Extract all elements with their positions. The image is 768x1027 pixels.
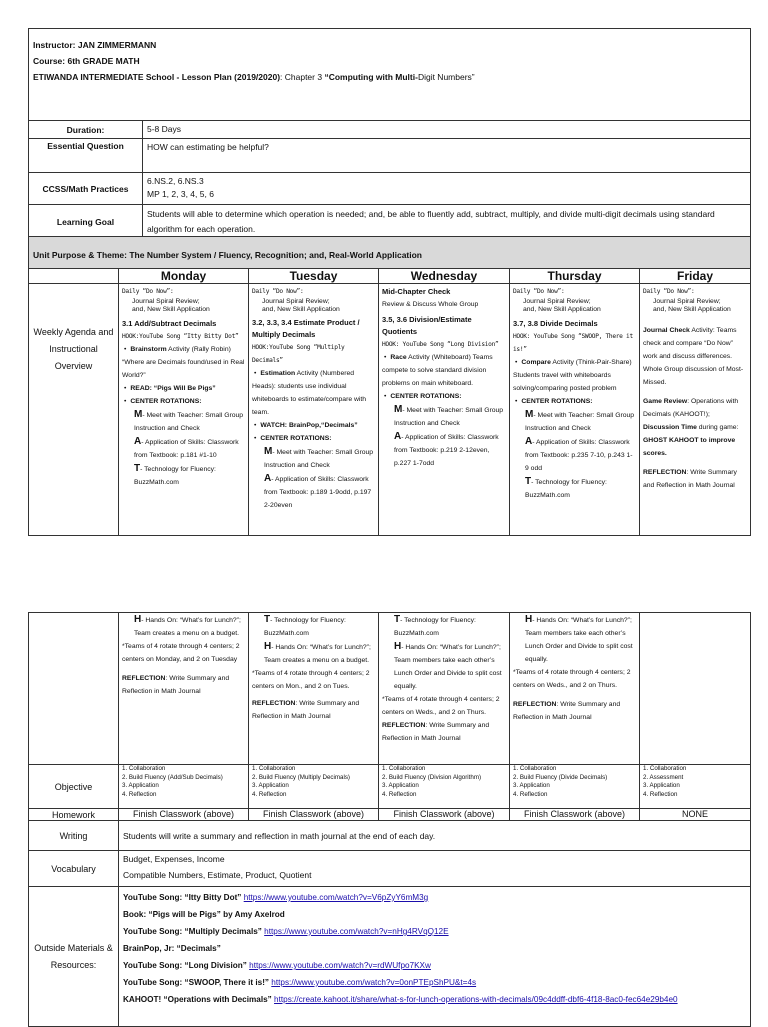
homework-label: Homework [29, 809, 119, 821]
ccss-standards: 6.NS.2, 6.NS.3 [147, 176, 204, 186]
journal-check: Journal Check [643, 327, 690, 334]
objective-item: 1. Collaboration [382, 765, 426, 772]
thursday-activity-name: Compare [521, 359, 551, 366]
m-letter: M [264, 446, 273, 457]
objective-item: 2. Build Fluency (Add/Sub Decimals) [122, 773, 223, 781]
new-skill: and, New Skill Application [523, 306, 601, 313]
game-review: Game Review [643, 398, 688, 405]
thursday-activity: Activity (Think-Pair-Share) Students travel with whiteboards solving/comparing posted problem [513, 359, 632, 392]
h-letter: H [264, 641, 272, 652]
objective-label: Objective [29, 765, 119, 809]
objective-item: 2. Build Fluency (Divide Decimals) [513, 773, 608, 781]
chapter-title: “Computing with Multi- [324, 72, 418, 82]
objective-wednesday [379, 765, 510, 809]
resources-list [119, 887, 751, 1027]
resource-title: YouTube Song: “Long Division” [123, 961, 247, 970]
thursday-reflection-label: REFLECTION [513, 701, 557, 708]
mid-chapter-check: Mid-Chapter Check [382, 287, 451, 296]
m-letter: M [134, 409, 143, 420]
thursday-t-center: - Technology for Fluency: BuzzMath.com [525, 479, 607, 499]
objective-item: 2. Assessment [643, 773, 684, 781]
friday-reflection-label: REFLECTION [643, 469, 687, 476]
header-table [28, 28, 751, 240]
day-friday: Friday [640, 269, 751, 284]
tuesday-t-center: - Technology for Fluency: BuzzMath.com [264, 617, 346, 637]
monday-hook: HOOK:YouTube Song “Itty Bitty Dot” [122, 333, 239, 340]
math-practices: MP 1, 2, 3, 4, 5, 6 [147, 189, 214, 199]
objective-item: 1. Collaboration [643, 765, 687, 772]
wednesday-a-center: - Application of Skills: Classwork from Textbook: [394, 434, 499, 454]
thursday-plan [510, 284, 640, 536]
friday-plan [640, 284, 751, 536]
spiral-review: Journal Spiral Review; [523, 298, 591, 305]
monday-a-center: - Application of Skills: Classwork from Textbook: [134, 439, 239, 459]
resource-title: BrainPop, Jr: “Decimals” [123, 944, 221, 953]
h-letter: H [134, 614, 142, 625]
course-info [29, 29, 751, 121]
homework-friday: NONE [640, 809, 751, 821]
writing-value: Students will write a summary and reflection in math journal at the end of each day. [119, 821, 751, 851]
ghost-kahoot: GHOST KAHOOT to improve scores. [643, 437, 736, 457]
resource-item [123, 940, 746, 957]
vocabulary-label: Vocabulary [29, 851, 119, 887]
resource-link[interactable]: https://www.youtube.com/watch?v=rdWUfpo7KXw [249, 961, 431, 970]
wednesday-rotation-note: *Teams of 4 rotate through 4 centers; 2 centers on Weds., and 2 on Thurs. [382, 696, 500, 716]
week-table [28, 236, 751, 536]
wednesday-activity: Activity (Whiteboard) Teams compete to solve standard division problems on main whiteboard. [382, 354, 493, 387]
course-label: Course: [33, 56, 66, 66]
wednesday-m-center: - Meet with Teacher: Small Group Instruction and Check [394, 407, 504, 427]
a-letter: A [394, 431, 402, 442]
objective-item: 4. Reflection [382, 790, 417, 798]
thursday-reflection: : Write Summary and Reflection in Math Journal [513, 701, 621, 721]
resource-link[interactable]: https://create.kahoot.it/share/what-s-for-lunch-operations-with-decimals/09c4ddff-dbf6-4f18-8ac0-fec64e29b4e0 [274, 995, 678, 1004]
resource-link[interactable]: https://www.youtube.com/watch?v=V6pZyY6mM3g [243, 893, 429, 902]
monday-reflection-label: REFLECTION [122, 675, 166, 682]
objective-item: 4. Reflection [252, 790, 287, 798]
monday-t-center: - Technology for Fluency: BuzzMath.com [134, 466, 216, 486]
essential-question-value: HOW can estimating be helpful? [143, 139, 751, 173]
tuesday-rotations: CENTER ROTATIONS: [260, 435, 332, 442]
resource-item [123, 889, 746, 906]
monday-read: READ: “Pigs Will Be Pigs” [130, 385, 216, 392]
instructor-name: JAN ZIMMERMANN [77, 40, 157, 50]
resource-title: YouTube Song: “Itty Bitty Dot” [123, 893, 242, 902]
objective-item: 2. Build Fluency (Division Algorithm) [382, 773, 482, 781]
a-letter: A [525, 436, 533, 447]
objective-item: 1. Collaboration [252, 765, 296, 772]
instructor-label: Instructor: [33, 40, 76, 50]
h-letter: H [394, 641, 402, 652]
friday-reflection: : Write Summary and Reflection in Math Journal [643, 469, 737, 489]
objective-item: 3. Application [513, 782, 550, 789]
thursday-rotations: CENTER ROTATIONS: [521, 398, 593, 405]
spiral-review: Journal Spiral Review; [262, 298, 330, 305]
wednesday-review: Review & Discuss Whole Group [382, 301, 479, 308]
objective-item: 3. Application [382, 782, 419, 789]
new-skill: and, New Skill Application [653, 306, 731, 313]
writing-label: Writing [29, 821, 119, 851]
objective-item: 2. Build Fluency (Multiply Decimals) [252, 773, 350, 781]
duration-value: 5-8 Days [143, 121, 751, 139]
resource-item [123, 991, 746, 1008]
monday-m-center: - Meet with Teacher: Small Group Instruction and Check [134, 412, 244, 432]
thursday-rotation-note: *Teams of 4 rotate through 4 centers; 2 centers on Weds., and 2 on Thurs. [513, 669, 631, 689]
homework-wednesday: Finish Classwork (above) [379, 809, 510, 821]
chapter-title-tail: Digit Numbers” [417, 72, 475, 82]
do-now-label: Daily “Do Now”: [513, 288, 565, 295]
day-header-empty [29, 269, 119, 284]
continuation-label-empty [29, 613, 119, 765]
game-review-text: : Operations with Decimals (KAHOOT!); [643, 398, 739, 418]
new-skill: and, New Skill Application [132, 306, 210, 313]
monday-reflection: : Write Summary and Reflection in Math Journal [122, 675, 230, 695]
duration-label: Duration: [29, 121, 143, 139]
resource-item [123, 957, 746, 974]
homework-tuesday: Finish Classwork (above) [249, 809, 379, 821]
wednesday-t-center: - Technology for Fluency: BuzzMath.com [394, 617, 476, 637]
t-letter: T [134, 463, 141, 474]
thursday-m-center: - Meet with Teacher: Small Group Instruction and Check [525, 412, 635, 432]
tuesday-activity: Activity (Numbered Heads): students use individual whiteboards to estimate/compare with team. [252, 370, 367, 416]
h-letter: H [525, 614, 533, 625]
continuation-table [28, 612, 751, 1027]
tuesday-watch: WATCH: BrainPop,“Decimals” [260, 422, 358, 429]
do-now-label: Daily “Do Now”: [643, 288, 695, 295]
thursday-topic: 3.7, 3.8 Divide Decimals [513, 319, 598, 328]
chapter-label: : Chapter 3 [280, 72, 325, 82]
tuesday-reflection-label: REFLECTION [252, 700, 296, 707]
objective-item: 3. Application [252, 782, 289, 789]
wednesday-continued [379, 613, 510, 765]
discussion-time: Discussion Time [643, 424, 697, 431]
resource-item [123, 974, 746, 991]
resource-title: YouTube Song: “SWOOP, There it is!” [123, 978, 270, 987]
objective-item: 3. Application [643, 782, 680, 789]
homework-monday: Finish Classwork (above) [119, 809, 249, 821]
tuesday-continued [249, 613, 379, 765]
tuesday-a-center: - Application of Skills: Classwork from Textbook: [264, 476, 369, 496]
resource-title: YouTube Song: “Multiply Decimals” [123, 927, 262, 936]
objective-item: 4. Reflection [122, 790, 157, 798]
m-letter: M [525, 409, 534, 420]
resource-title: Book: “Pigs will be Pigs” by Amy Axelrod [123, 910, 285, 919]
friday-continued [640, 613, 751, 765]
day-tuesday: Tuesday [249, 269, 379, 284]
monday-h-center: - Hands On: “What’s for Lunch?”; Team creates a menu on a budget. [134, 617, 241, 637]
school-line: ETIWANDA INTERMEDIATE School - Lesson Plan (2019/2020) [33, 72, 281, 82]
wednesday-reflection: : Write Summary and Reflection in Math Journal [382, 722, 490, 742]
wednesday-topic: 3.5, 3.6 Division/Estimate Quotients [382, 315, 472, 336]
t-letter: T [264, 614, 271, 625]
essential-question-label: Essential Question [29, 139, 143, 173]
new-skill: and, New Skill Application [262, 306, 340, 313]
tuesday-rotation-note: *Teams of 4 rotate through 4 centers; 2 centers on Mon., and 2 on Tues. [252, 670, 370, 690]
resource-item [123, 923, 746, 940]
weekly-agenda-label: Weekly Agenda and Instructional Overview [29, 284, 119, 536]
objective-monday [119, 765, 249, 809]
wednesday-activity-name: Race [390, 354, 407, 361]
a-letter: A [134, 436, 142, 447]
monday-activity-name: Brainstorm [130, 346, 167, 353]
tuesday-reflection: : Write Summary and Reflection in Math Journal [252, 700, 360, 720]
objective-friday [640, 765, 751, 809]
day-wednesday: Wednesday [379, 269, 510, 284]
resource-link[interactable]: https://www.youtube.com/watch?v=0onPTEpShPU&t=4s [271, 978, 477, 987]
objective-item: 1. Collaboration [122, 765, 166, 772]
tuesday-activity-name: Estimation [260, 370, 296, 377]
course-name: 6th GRADE MATH [67, 56, 140, 66]
ccss-label: CCSS/Math Practices [29, 173, 143, 205]
homework-thursday: Finish Classwork (above) [510, 809, 640, 821]
objective-item: 4. Reflection [513, 790, 548, 798]
wednesday-h-center: - Hands On: “What’s for Lunch?”; Team members take each other’s Lunch Order and Divide to split cost equally. [394, 644, 502, 690]
day-monday: Monday [119, 269, 249, 284]
a-letter: A [264, 473, 272, 484]
ccss-value [143, 173, 751, 205]
objective-thursday [510, 765, 640, 809]
monday-rotation-note: *Teams of 4 rotate through 4 centers; 2 centers on Monday, and 2 on Tuesday [122, 643, 240, 663]
discussion-time-text: during game: [696, 424, 739, 431]
objective-tuesday [249, 765, 379, 809]
t-letter: T [394, 614, 401, 625]
vocabulary-line: Budget, Expenses, Income [123, 854, 225, 864]
vocabulary-value [119, 851, 751, 887]
monday-activity: Activity (Rally Robin) “Where are Decimals found/used in Real World?” [122, 346, 245, 379]
thursday-pages: p.235 7-10, p.243 1-9 odd [525, 452, 633, 472]
monday-pages: p.181 #1-10 [180, 452, 217, 459]
spiral-review: Journal Spiral Review; [132, 298, 200, 305]
resource-item [123, 906, 746, 923]
journal-check-activity: Activity: Teams check and compare “Do Now” work and discuss differences. Whole Group discussion of Most-Missed. [643, 327, 744, 386]
t-letter: T [525, 476, 532, 487]
do-now-label: Daily “Do Now”: [122, 288, 174, 295]
thursday-h-center: - Hands On: “What’s for Lunch?”; Team members take each other’s Lunch Order and Divide to split cost equally. [525, 617, 633, 663]
tuesday-pages: p.189 1-9odd, p.197 2-20even [264, 489, 372, 509]
wednesday-pages: p.219 2-12even, p.227 1-7odd [394, 447, 490, 467]
monday-continued [119, 613, 249, 765]
thursday-continued [510, 613, 640, 765]
thursday-a-center: - Application of Skills: Classwork from Textbook: [525, 439, 630, 459]
objective-item: 1. Collaboration [513, 765, 557, 772]
monday-rotations: CENTER ROTATIONS: [130, 398, 202, 405]
resource-link[interactable]: https://www.youtube.com/watch?v=nHg4RVqQ12E [264, 927, 449, 936]
vocabulary-line: Compatible Numbers, Estimate, Product, Quotient [123, 870, 312, 880]
tuesday-m-center: - Meet with Teacher: Small Group Instruction and Check [264, 449, 374, 469]
tuesday-topic: 3.2, 3.3, 3.4 Estimate Product / Multiply Decimals [252, 318, 360, 339]
tuesday-h-center: - Hands On: “What’s for Lunch?”; Team creates a menu on a budget. [264, 644, 371, 664]
wednesday-reflection-label: REFLECTION [382, 722, 426, 729]
day-thursday: Thursday [510, 269, 640, 284]
resource-title: KAHOOT! “Operations with Decimals” [123, 995, 272, 1004]
spiral-review: Journal Spiral Review; [653, 298, 721, 305]
m-letter: M [394, 404, 403, 415]
learning-goal-value: Students will able to determine which operation is needed; and, be able to fluently add, subtract, multiply, and divide multi-digit decimals using standard algorithm for each operation. [143, 205, 751, 240]
do-now-label: Daily “Do Now”: [252, 288, 304, 295]
unit-theme: Unit Purpose & Theme: The Number System / Fluency, Recognition; and, Real-World Application [29, 237, 751, 269]
monday-topic: 3.1 Add/Subtract Decimals [122, 319, 217, 328]
tuesday-plan [249, 284, 379, 536]
thursday-hook: HOOK: YouTube Song “SWOOP, There it is!” [513, 333, 633, 353]
tuesday-hook: HOOK:YouTube Song “Multiply Decimals” [252, 344, 345, 364]
monday-plan [119, 284, 249, 536]
wednesday-plan [379, 284, 510, 536]
objective-item: 3. Application [122, 782, 159, 789]
wednesday-hook: HOOK: YouTube Song “Long Division” [382, 341, 499, 348]
objective-item: 4. Reflection [643, 790, 678, 798]
outside-materials-label: Outside Materials & Resources: [29, 887, 119, 1027]
learning-goal-label: Learning Goal [29, 205, 143, 240]
wednesday-rotations: CENTER ROTATIONS: [390, 393, 462, 400]
